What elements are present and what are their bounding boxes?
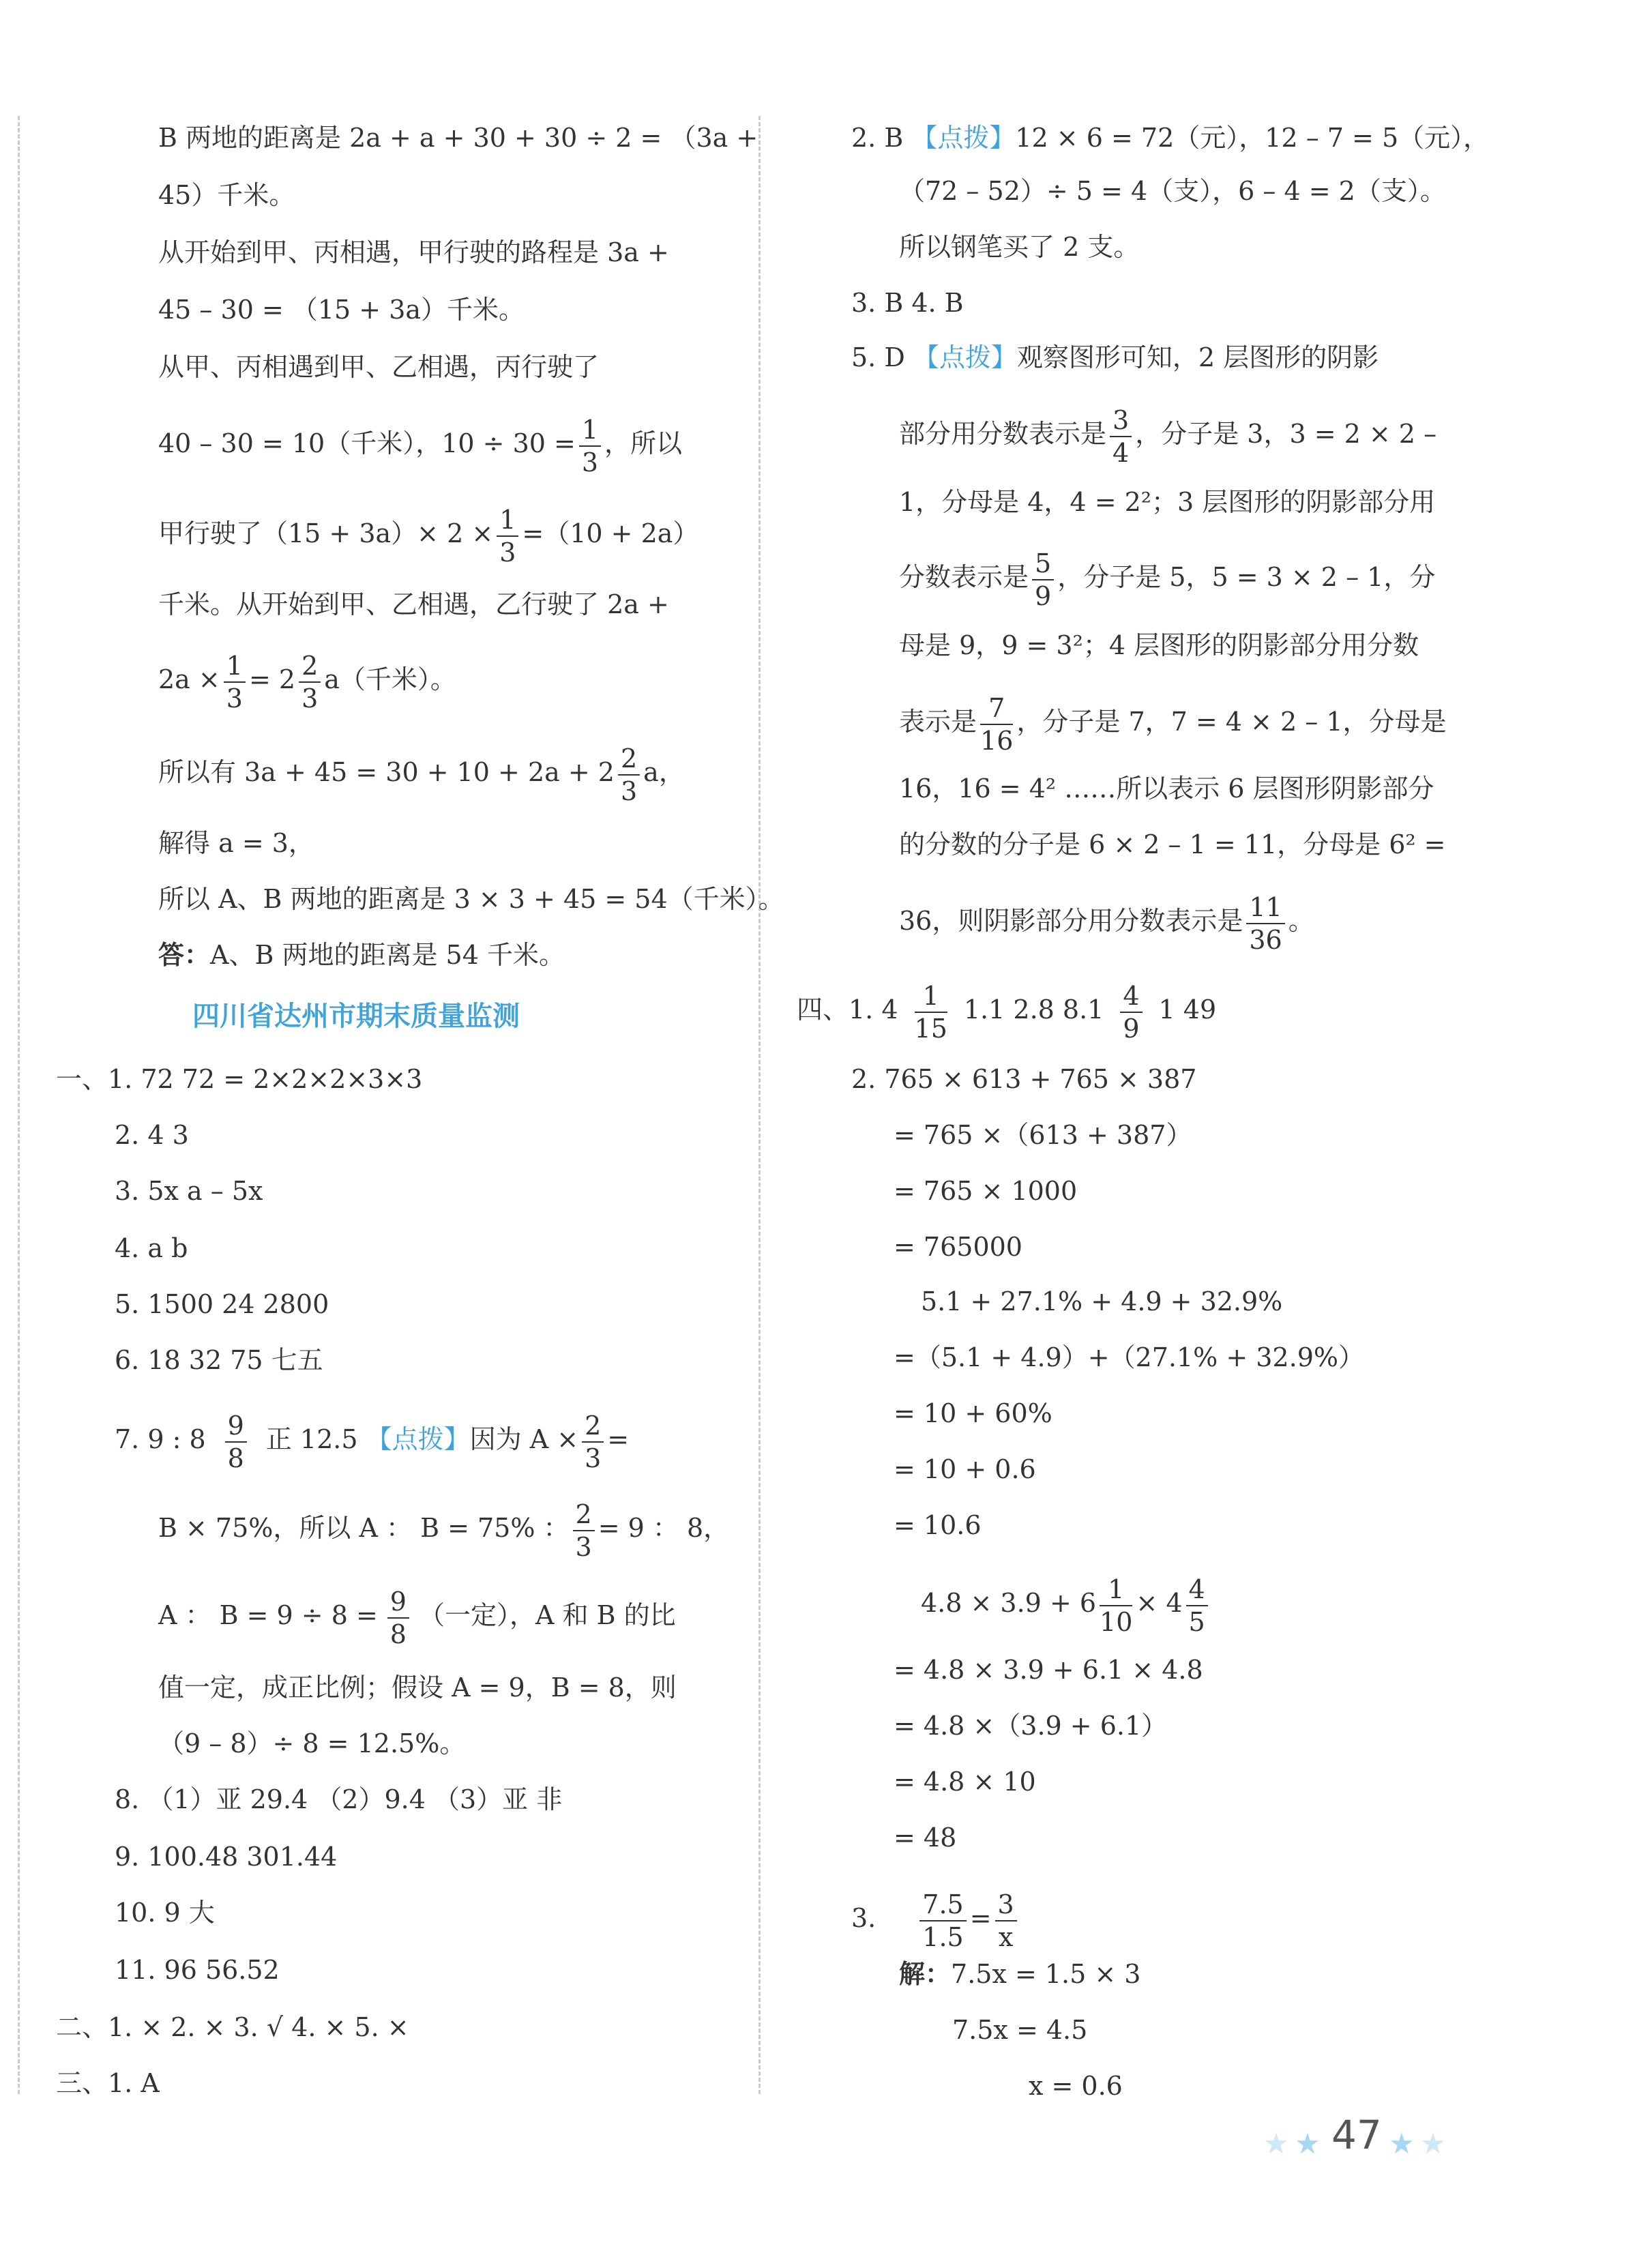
calc-line: = 765 ×（613 + 387） xyxy=(894,1120,1192,1150)
answer-line: 一、1. 72 72 = 2×2×2×3×3 xyxy=(56,1064,423,1094)
text-line: 从甲、丙相遇到甲、乙相遇，丙行驶了 xyxy=(158,352,600,382)
fraction: $\frac{3}{x}$ xyxy=(995,1889,1017,1953)
text-line: 分数表示是 $\frac{5}{9}$ ，分子是 5，5 = 3 × 2 – 1，分 xyxy=(899,548,1436,611)
text-line: 甲行驶了（15 + 3a）× 2 × $\frac{1}{3}$ =（10 + 2a） xyxy=(158,504,699,568)
answer-line: 7. 9 : 8 $\frac{9}{8}$ 正 12.5 【点拨】因为 A × $\frac{2}{3}$ = xyxy=(115,1410,630,1473)
fraction: $\frac{9}{8}$ xyxy=(225,1410,247,1474)
fraction: $\frac{2}{3}$ xyxy=(299,650,321,714)
calc-line: 2. 765 × 613 + 765 × 387 xyxy=(851,1064,1197,1094)
calc-line: 4.8 × 3.9 + 6 $\frac{1}{10}$ × 4 $\frac{4}{5}$ xyxy=(921,1555,1211,1651)
text-line: 值一定，成正比例；假设 A = 9，B = 8，则 xyxy=(158,1673,677,1703)
page-number: 47 xyxy=(1331,2112,1382,2158)
answer-line: 11. 96 56.52 xyxy=(115,1955,280,1985)
tip-label: 【点拨】 xyxy=(911,123,1016,153)
text-line: 45）千米。 xyxy=(158,180,295,210)
fraction: $\frac{1}{3}$ xyxy=(579,414,601,478)
text-line: 的分数的分子是 6 × 2 – 1 = 11，分母是 6² = xyxy=(899,829,1446,859)
fraction: $\frac{5}{9}$ xyxy=(1032,548,1054,612)
fraction: $\frac{9}{8}$ xyxy=(387,1586,409,1650)
fraction: $\frac{7}{16}$ xyxy=(980,692,1014,756)
answer-line: 二、1. × 2. × 3. √ 4. × 5. × xyxy=(56,2012,409,2042)
text-line: （72 – 52）÷ 5 = 4（支），6 – 4 = 2（支）。 xyxy=(899,176,1446,206)
answer-line: 5. D 【点拨】观察图形可知，2 层图形的阴影 xyxy=(851,342,1379,372)
fraction: $\frac{1}{3}$ xyxy=(224,650,246,714)
left-margin-divider xyxy=(18,116,20,2094)
text-line: 母是 9，9 = 3²；4 层图形的阴影部分用分数 xyxy=(899,630,1419,660)
text-line: 所以钢笔买了 2 支。 xyxy=(899,232,1140,262)
text-line: （9 – 8）÷ 8 = 12.5%。 xyxy=(158,1728,466,1758)
fraction: $\frac{1}{10}$ xyxy=(1100,1574,1133,1637)
fraction: $\frac{2}{3}$ xyxy=(573,1499,595,1563)
answer-line: 3. 5x a – 5x xyxy=(115,1176,263,1206)
text-line: 36，则阴影部分用分数表示是 $\frac{11}{36}$ 。 xyxy=(899,892,1314,955)
fraction: $\frac{7.5}{1.5}$ xyxy=(919,1889,966,1953)
equation-line: 7.5x = 4.5 xyxy=(952,2015,1088,2045)
answer-line: 8. （1）亚 29.4 （2）9.4 （3）亚 非 xyxy=(115,1784,563,1814)
text-line: 部分用分数表示是 $\frac{3}{4}$ ，分子是 3，3 = 2 × 2 – xyxy=(899,404,1437,468)
calc-line: = 4.8 × 3.9 + 6.1 × 4.8 xyxy=(894,1655,1203,1685)
calc-line: = 48 xyxy=(894,1823,957,1853)
text-line: 1，分母是 4，4 = 2²；3 层图形的阴影部分用 xyxy=(899,487,1436,517)
star-icon: ★ xyxy=(1389,2127,1415,2160)
text-line: 所以 A、B 两地的距离是 3 × 3 + 45 = 54（千米）。 xyxy=(158,884,784,914)
calc-line: = 4.8 ×（3.9 + 6.1） xyxy=(894,1711,1168,1741)
calc-line: = 4.8 × 10 xyxy=(894,1767,1036,1797)
text-line: 千米。从开始到甲、乙相遇，乙行驶了 2a + xyxy=(158,589,669,619)
fraction: $\frac{1}{15}$ xyxy=(914,980,947,1044)
text-line: 40 – 30 = 10（千米），10 ÷ 30 = $\frac{1}{3}$ ，所以 xyxy=(158,414,683,477)
text-line: 解得 a = 3， xyxy=(158,828,314,858)
calc-line: = 765 × 1000 xyxy=(894,1176,1078,1206)
answer-line: 三、1. A xyxy=(56,2068,160,2098)
column-divider xyxy=(758,116,761,2094)
text-line: B × 75%，所以 A ： B = 75% ： $\frac{2}{3}$ = 9 ： 8， xyxy=(158,1499,730,1562)
fraction: $\frac{11}{36}$ xyxy=(1246,892,1284,956)
text-line: 45 – 30 = （15 + 3a）千米。 xyxy=(158,295,525,325)
calc-line: =（5.1 + 4.9）+（27.1% + 32.9%） xyxy=(894,1342,1364,1372)
tip-label: 【点拨】 xyxy=(366,1424,470,1454)
answer-line: 5. 1500 24 2800 xyxy=(115,1289,329,1319)
text-line: 表示是 $\frac{7}{16}$ ，分子是 7，7 = 4 × 2 – 1，分母是 xyxy=(899,692,1447,756)
tip-label: 【点拨】 xyxy=(913,342,1017,372)
text-line: 答：A、B 两地的距离是 54 千米。 xyxy=(158,939,565,970)
calc-line: = 10 + 60% xyxy=(894,1398,1052,1428)
fraction: $\frac{4}{9}$ xyxy=(1120,980,1142,1044)
star-icon: ★ xyxy=(1295,2127,1321,2160)
fraction: $\frac{3}{4}$ xyxy=(1110,404,1132,469)
equation-line: 3. $\frac{7.5}{1.5}$ = $\frac{3}{x}$ xyxy=(851,1870,1020,1966)
star-icon: ★ xyxy=(1420,2127,1446,2160)
answer-line: 2. 4 3 xyxy=(115,1120,189,1150)
calc-line: = 10.6 xyxy=(894,1510,982,1540)
answer-line: 9. 100.48 301.44 xyxy=(115,1842,338,1872)
calc-line: = 765000 xyxy=(894,1232,1022,1262)
answer-line: 10. 9 大 xyxy=(115,1898,215,1928)
answer-line: 2. B 【点拨】12 × 6 = 72（元），12 – 7 = 5（元）， xyxy=(851,123,1490,153)
answer-line: 3. B 4. B xyxy=(851,288,964,318)
text-line: B 两地的距离是 2a + a + 30 + 30 ÷ 2 = （3a + xyxy=(158,123,758,153)
answer-line: 4. a b xyxy=(115,1233,188,1263)
calc-line: 5.1 + 27.1% + 4.9 + 32.9% xyxy=(921,1286,1283,1316)
star-icon: ★ xyxy=(1263,2127,1289,2160)
section-heading: 四川省达州市期末质量监测 xyxy=(192,1001,520,1032)
text-line: 16，16 = 4² ……所以表示 6 层图形阴影部分 xyxy=(899,774,1434,804)
fraction: $\frac{1}{3}$ xyxy=(497,504,518,568)
equation-line: 解：7.5x = 1.5 × 3 xyxy=(899,1958,1141,1989)
fraction: $\frac{4}{5}$ xyxy=(1186,1574,1208,1638)
fraction: $\frac{2}{3}$ xyxy=(618,743,640,807)
answer-line: 6. 18 32 75 七五 xyxy=(115,1345,323,1375)
text-line: 2a × $\frac{1}{3}$ = 2 $\frac{2}{3}$ a（千米）。 xyxy=(158,650,456,713)
text-line: 所以有 3a + 45 = 30 + 10 + 2a + 2 $\frac{2}{3}$ a， xyxy=(158,743,685,806)
text-line: 从开始到甲、丙相遇，甲行驶的路程是 3a + xyxy=(158,237,669,267)
fraction: $\frac{2}{3}$ xyxy=(582,1410,604,1474)
answer-line: 四、1. 4 $\frac{1}{15}$ 1.1 2.8 8.1 $\frac{4}{9}$ 1 49 xyxy=(797,980,1217,1044)
equation-line: x = 0.6 xyxy=(1029,2071,1123,2101)
calc-line: = 10 + 0.6 xyxy=(894,1454,1036,1484)
text-line: A ： B = 9 ÷ 8 = $\frac{9}{8}$ （一定），A 和 B 的比 xyxy=(158,1586,676,1649)
